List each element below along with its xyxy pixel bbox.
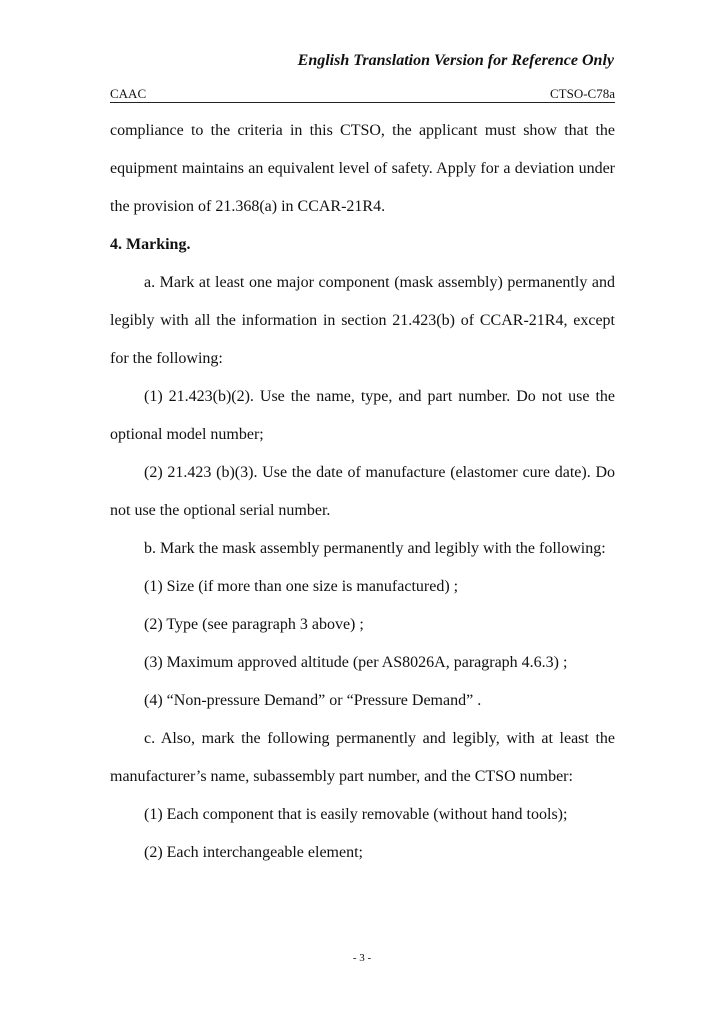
paragraph-c-item-1: (1) Each component that is easily removable (without hand tools); <box>144 806 568 823</box>
paragraph-a-item-1: (1) 21.423(b)(2). Use the name, type, and part number. Do not use the optional model number; <box>110 388 615 443</box>
paragraph-c: c. Also, mark the following permanently and legibly, with at least the manufacturer’s name, subassembly part number, and the CTSO number: <box>110 730 615 785</box>
paragraph-b-item-2: (2) Type (see paragraph 3 above) ; <box>144 616 364 633</box>
paragraph-continuation: compliance to the criteria in this CTSO, the applicant must show that the equipment maintains an equivalent level of safety. Apply for a deviation under the provision of 21.368(a) in CCAR-21R4. <box>110 122 615 215</box>
paragraph-b-item-4: (4) “Non-pressure Demand” or “Pressure Demand” . <box>144 692 482 709</box>
paragraph-b-item-3: (3) Maximum approved altitude (per AS8026A, paragraph 4.6.3) ; <box>144 654 568 671</box>
page-number: - 3 - <box>352 952 372 964</box>
paragraph-b: b. Mark the mask assembly permanently and legibly with the following: <box>144 540 606 557</box>
paragraph-a: a. Mark at least one major component (mask assembly) permanently and legibly with all the information in section 21.423(b) of CCAR-21R4, except for the following: <box>110 274 615 367</box>
header-document-id: CTSO-C78a <box>550 86 615 101</box>
paragraph-a-item-2: (2) 21.423 (b)(3). Use the date of manufacture (elastomer cure date). Do not use the optional serial number. <box>110 464 615 519</box>
paragraph-c-item-2: (2) Each interchangeable element; <box>144 844 363 861</box>
header-organization: CAAC <box>110 86 147 101</box>
body-text <box>110 112 615 872</box>
translation-note: English Translation Version for Reference Only <box>297 52 614 69</box>
running-header <box>110 86 615 103</box>
section-heading-marking: 4. Marking. <box>110 236 191 253</box>
paragraph-b-item-1: (1) Size (if more than one size is manufactured) ; <box>144 578 459 595</box>
